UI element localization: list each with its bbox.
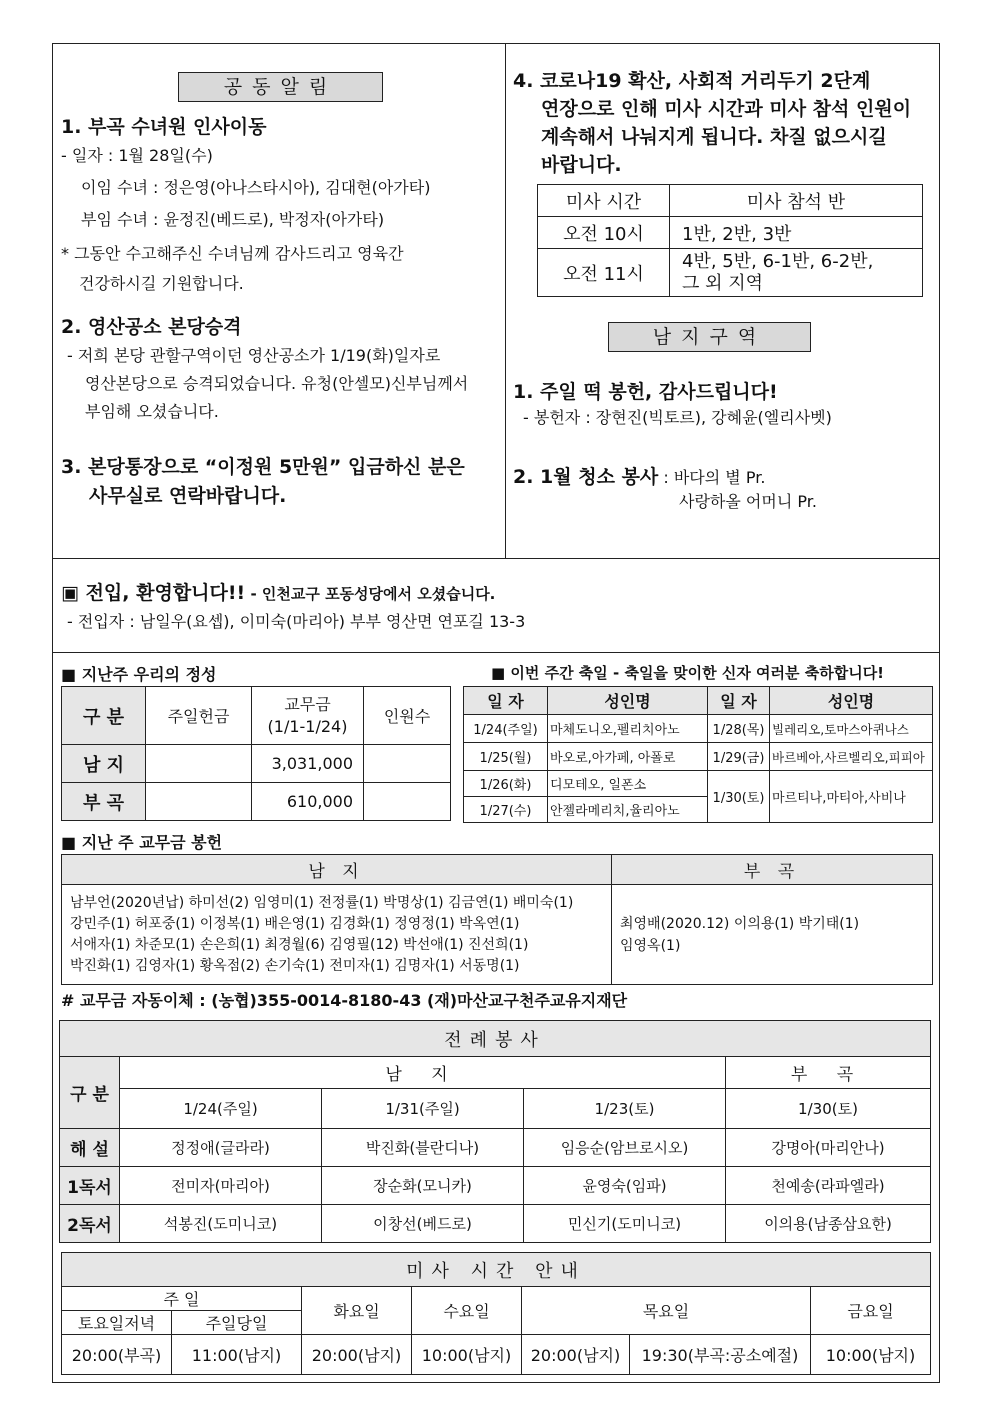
- gyomu-autopay: # 교무금 자동이체 : (농협)355-0014-8180-43 (재)마산교구천주교유지재단: [61, 991, 628, 1010]
- schedule-h-thu: 목요일: [522, 1287, 811, 1335]
- finance-h-gyo: [252, 687, 364, 745]
- namji-item2-heading: 2. 1월 청소 봉사: [513, 466, 659, 488]
- mass-time-11: 오전 11시: [538, 249, 670, 297]
- service-date: 1/24(주일): [120, 1089, 322, 1129]
- feast-h-name1: 성인명: [548, 687, 708, 715]
- schedule-fri: 10:00(남지): [811, 1335, 931, 1375]
- schedule-table: [61, 1252, 931, 1375]
- finance-h-sunday: 주일헌금: [146, 687, 252, 745]
- service-row-label: 1독서: [60, 1167, 120, 1205]
- gyomu-namji-list: [62, 885, 612, 985]
- namji-item1-heading: 1. 주일 떡 봉헌, 감사드립니다!: [513, 381, 778, 403]
- item2-line1: - 저희 본당 관할구역이던 영산공소가 1/19(화)일자로: [67, 346, 441, 365]
- top-divider: [505, 44, 506, 558]
- item1-date: - 일자 : 1월 28일(수): [61, 146, 213, 165]
- mass-split-table: [537, 184, 923, 297]
- finance-heading: ■ 지난주 우리의 정성: [61, 665, 217, 684]
- item1-leaving: 이임 수녀 : 정은영(아나스타시아), 김대현(아가타): [81, 178, 431, 197]
- covid-line3: 계속해서 나눠지게 됩니다. 차질 없으시길: [541, 126, 887, 148]
- feast-names: 디모테오, 일폰소: [548, 771, 708, 797]
- gyomu-namji-line: 강민주(1) 허포중(1) 이정복(1) 배은영(1) 김경화(1) 정영정(1) 박옥연(1): [70, 915, 520, 932]
- item1-arriving: 부임 수녀 : 윤정진(베드로), 박정자(아가타): [81, 210, 385, 229]
- covid-line4: 바랍니다.: [541, 154, 622, 176]
- mass-class-11-a: 4반, 5반, 6-1반, 6-2반,: [682, 250, 874, 272]
- service-h-namji: 남 지: [120, 1057, 726, 1089]
- covid-line2: 연장으로 인해 미사 시간과 미사 참석 인원이: [541, 98, 912, 120]
- finance-h-div: 구 분: [62, 687, 146, 745]
- item2-line2: 영산본당으로 승격되었습니다. 유청(안셀모)신부님께서: [85, 374, 469, 393]
- schedule-sat: 20:00(부곡): [62, 1335, 172, 1375]
- finance-h-gyo1: 교무금: [284, 694, 331, 714]
- finance-r1-gyo: 3,031,000: [252, 745, 364, 783]
- service-h-bugok: 부 곡: [726, 1057, 931, 1089]
- item3-line2: 사무실로 연락바랍니다.: [89, 485, 287, 507]
- welcome-line: - 전입자 : 남일우(요셉), 이미숙(마리아) 부부 영산면 연포길 13-3: [67, 612, 526, 631]
- gyomu-heading: ■ 지난 주 교무금 봉헌: [61, 833, 223, 852]
- service-title: 전례봉사: [60, 1021, 931, 1057]
- service-row-label: 해 설: [60, 1129, 120, 1167]
- service-person: 박진화(블란디나): [322, 1129, 524, 1167]
- feast-names: 바오로,아가페, 아폴로: [548, 743, 708, 771]
- schedule-wed: 10:00(남지): [412, 1335, 522, 1375]
- service-person: 윤영숙(임파): [524, 1167, 726, 1205]
- item2-line3: 부임해 오셨습니다.: [85, 402, 219, 421]
- feast-names: 빌레리오,토마스아퀴나스: [770, 715, 933, 743]
- gyomu-bugok-line: 최영배(2020.12) 이의용(1) 박기태(1): [620, 915, 860, 932]
- bulletin-page: [52, 43, 940, 1383]
- feast-date: 1/30(토): [708, 771, 770, 823]
- welcome-heading: ▣ 전입, 환영합니다!!: [61, 582, 246, 604]
- mass-class-10: 1반, 2반, 3반: [670, 217, 923, 249]
- service-person: 전미자(마리아): [120, 1167, 322, 1205]
- feast-h-date1: 일 자: [464, 687, 548, 715]
- mass-time-10: 오전 10시: [538, 217, 670, 249]
- service-person: 이의용(남종삼요한): [726, 1205, 931, 1243]
- feast-names: 바르베아,사르벨리오,피피아: [770, 743, 933, 771]
- service-date: 1/23(토): [524, 1089, 726, 1129]
- schedule-h-tue: 화요일: [302, 1287, 412, 1335]
- feast-date: 1/27(수): [464, 797, 548, 823]
- schedule-h-fri: 금요일: [811, 1287, 931, 1335]
- item1-note1: * 그동안 수고해주신 수녀님께 감사드리고 영육간: [61, 244, 404, 263]
- mass-class-11: [670, 249, 923, 297]
- gyomu-namji-line: 남부언(2020년납) 하미선(2) 임영미(1) 전정률(1) 박명상(1) 김금연(1) 배미숙(1): [70, 894, 574, 911]
- schedule-thu2: 19:30(부곡:공소예절): [630, 1335, 811, 1375]
- schedule-title: 미사 시간 안내: [62, 1253, 931, 1287]
- namji-item2-b: 사랑하올 어머니 Pr.: [679, 492, 817, 511]
- service-person: 정정애(글라라): [120, 1129, 322, 1167]
- item1-heading: 1. 부곡 수녀원 인사이동: [61, 116, 267, 138]
- gyomu-table: [61, 854, 933, 985]
- mass-time-header: 미사 시간: [538, 185, 670, 217]
- feast-table: [463, 686, 933, 823]
- gyomu-bugok-line: 임영옥(1): [620, 937, 681, 954]
- schedule-h-wed: 수요일: [412, 1287, 522, 1335]
- service-date: 1/31(주일): [322, 1089, 524, 1129]
- welcome-heading-row: [61, 578, 495, 605]
- service-person: 장순화(모니카): [322, 1167, 524, 1205]
- feast-date: 1/26(화): [464, 771, 548, 797]
- feast-heading: ■ 이번 주간 축일 - 축일을 맞이한 신자 여러분 축하합니다!: [491, 664, 885, 682]
- feast-date: 1/25(월): [464, 743, 548, 771]
- gyomu-h-bugok: 부 곡: [612, 855, 933, 885]
- schedule-h-sunday-day: 주일당일: [172, 1311, 302, 1335]
- feast-names: 안젤라메리치,율리아노: [548, 797, 708, 823]
- mass-class-11-b: 그 외 지역: [682, 272, 763, 294]
- service-table: [59, 1020, 931, 1243]
- finance-r1-count: [364, 745, 451, 783]
- feast-names: 마체도니오,펠리치아노: [548, 715, 708, 743]
- item1-note2: 건강하시길 기원합니다.: [79, 274, 244, 293]
- divider-welcome-bottom: [53, 652, 939, 653]
- namji-title: 남지구역: [608, 322, 811, 352]
- welcome-sub: - 인천교구 포동성당에서 오셨습니다.: [245, 585, 496, 603]
- schedule-h-satevening: 토요일저녁: [62, 1311, 172, 1335]
- gyomu-namji-line: 박진화(1) 김영자(1) 황옥점(2) 손기숙(1) 전미자(1) 김명자(1) 서동명(1): [70, 957, 520, 974]
- namji-item1-line: - 봉헌자 : 장현진(빅토르), 강혜윤(엘리사벳): [523, 408, 832, 427]
- finance-r1-sunday: [146, 745, 252, 783]
- item3-line1: 3. 본당통장으로 “이정원 5만원” 입금하신 분은: [61, 456, 465, 478]
- finance-r2-label: 부 곡: [62, 783, 146, 821]
- service-person: 임응순(암브로시오): [524, 1129, 726, 1167]
- service-person: 강명아(마리안나): [726, 1129, 931, 1167]
- feast-h-date2: 일 자: [708, 687, 770, 715]
- schedule-sun: 11:00(남지): [172, 1335, 302, 1375]
- finance-r2-count: [364, 783, 451, 821]
- finance-r1-label: 남 지: [62, 745, 146, 783]
- divider-welcome-top: [53, 558, 939, 559]
- service-person: 민신기(도미니코): [524, 1205, 726, 1243]
- finance-r2-gyo: 610,000: [252, 783, 364, 821]
- service-person: 천예송(라파엘라): [726, 1167, 931, 1205]
- finance-r2-sunday: [146, 783, 252, 821]
- finance-h-count: 인원수: [364, 687, 451, 745]
- feast-h-name2: 성인명: [770, 687, 933, 715]
- item2-heading: 2. 영산공소 본당승격: [61, 316, 242, 338]
- service-date: 1/30(토): [726, 1089, 931, 1129]
- feast-date: 1/24(주일): [464, 715, 548, 743]
- finance-table: [61, 686, 451, 821]
- gyomu-namji-line: 서애자(1) 차준모(1) 손은희(1) 최경월(6) 김영필(12) 박선애(1) 진선희(1): [70, 936, 529, 953]
- service-row-label: 2독서: [60, 1205, 120, 1243]
- service-person: 이창선(베드로): [322, 1205, 524, 1243]
- service-h-div: 구 분: [60, 1057, 120, 1129]
- finance-h-gyo2: (1/1-1/24): [267, 716, 348, 736]
- namji-item2-a: : 바다의 별 Pr.: [663, 468, 766, 487]
- gyomu-h-namji: 남 지: [62, 855, 612, 885]
- feast-date: 1/28(목): [708, 715, 770, 743]
- covid-line1: 4. 코로나19 확산, 사회적 거리두기 2단계: [513, 70, 871, 92]
- service-person: 석봉진(도미니코): [120, 1205, 322, 1243]
- schedule-tue: 20:00(남지): [302, 1335, 412, 1375]
- joint-notice-title: 공동알림: [178, 72, 383, 102]
- feast-date: 1/29(금): [708, 743, 770, 771]
- gyomu-bugok-list: [612, 885, 933, 985]
- feast-names: 마르티나,마티아,사비나: [770, 771, 933, 823]
- schedule-h-sunday: 주 일: [62, 1287, 302, 1311]
- mass-class-header: 미사 참석 반: [670, 185, 923, 217]
- schedule-thu1: 20:00(남지): [522, 1335, 630, 1375]
